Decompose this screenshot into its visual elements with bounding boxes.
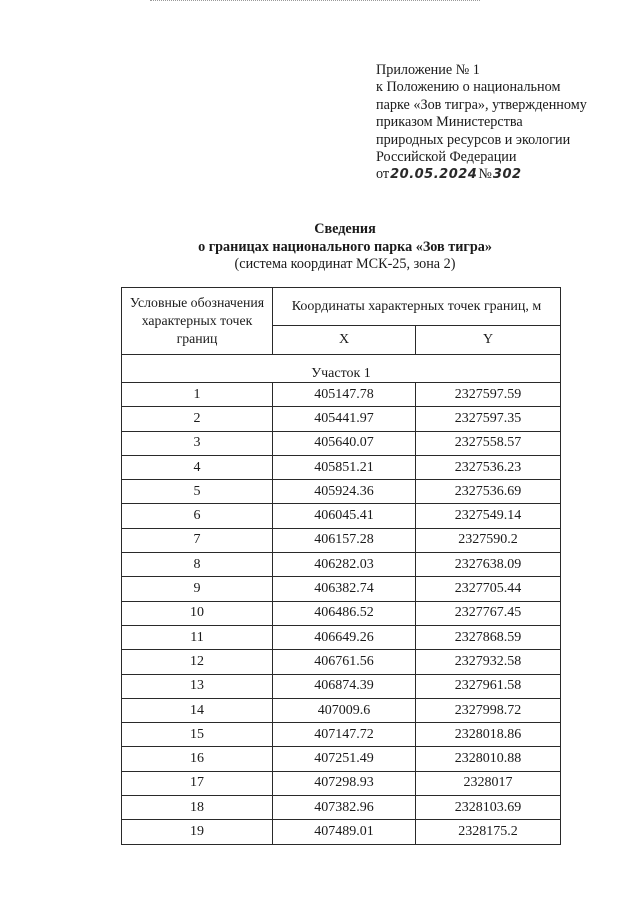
point-number-cell: 6	[122, 504, 273, 528]
date-prefix: от	[376, 166, 390, 183]
x-coordinate-cell: 406874.39	[273, 674, 416, 698]
x-coordinate-cell: 407147.72	[273, 723, 416, 747]
point-number-cell: 2	[122, 407, 273, 431]
x-coordinate-cell: 405924.36	[273, 480, 416, 504]
table-row	[122, 383, 561, 407]
table-row	[122, 504, 561, 528]
x-coordinate-cell: 407489.01	[273, 820, 416, 844]
appendix-line: приказом Министерства	[376, 114, 523, 131]
y-coordinate-cell: 2328018.86	[416, 723, 561, 747]
table-row	[122, 820, 561, 844]
y-coordinate-cell: 2327549.14	[416, 504, 561, 528]
x-coordinate-cell: 406761.56	[273, 650, 416, 674]
table-row	[122, 553, 561, 577]
order-date-line	[376, 166, 626, 183]
y-coordinate-cell: 2327590.2	[416, 528, 561, 552]
x-column-header: X	[273, 326, 416, 355]
coordinates-group-header: Координаты характерных точек границ, м	[273, 288, 561, 326]
x-coordinate-cell: 406382.74	[273, 577, 416, 601]
table-row	[122, 601, 561, 625]
title-line-1: Сведения	[314, 221, 376, 237]
x-coordinate-cell: 407009.6	[273, 698, 416, 722]
coordinates-table	[121, 287, 561, 845]
y-coordinate-cell: 2327767.45	[416, 601, 561, 625]
table-row	[122, 674, 561, 698]
handwritten-number: 302	[492, 167, 522, 183]
point-number-cell: 14	[122, 698, 273, 722]
point-number-cell: 12	[122, 650, 273, 674]
table-row	[122, 650, 561, 674]
section-header: Участок 1	[122, 355, 561, 383]
x-coordinate-cell: 407382.96	[273, 796, 416, 820]
table-row	[122, 625, 561, 649]
table-row	[122, 407, 561, 431]
appendix-header	[376, 62, 626, 184]
title-line-2: о границах национального парка «Зов тигра»	[198, 238, 492, 255]
point-number-cell: 16	[122, 747, 273, 771]
table-row	[122, 698, 561, 722]
appendix-line: парке «Зов тигра», утвержденному	[376, 96, 587, 113]
point-number-cell: 7	[122, 528, 273, 552]
x-coordinate-cell: 406045.41	[273, 504, 416, 528]
point-number-cell: 18	[122, 796, 273, 820]
table-row	[122, 796, 561, 820]
x-coordinate-cell: 406649.26	[273, 625, 416, 649]
point-number-cell: 8	[122, 553, 273, 577]
point-number-cell: 17	[122, 771, 273, 795]
title-line-3: (система координат МСК-25, зона 2)	[234, 256, 456, 272]
table-row	[122, 577, 561, 601]
appendix-line: Российской Федерации	[376, 149, 517, 166]
table-row	[122, 771, 561, 795]
point-number-cell: 19	[122, 820, 273, 844]
x-coordinate-cell: 406486.52	[273, 601, 416, 625]
table-row	[122, 528, 561, 552]
x-coordinate-cell: 405640.07	[273, 431, 416, 455]
table-row	[122, 723, 561, 747]
scan-edge-artifact	[150, 0, 480, 4]
y-coordinate-cell: 2328010.88	[416, 747, 561, 771]
point-number-cell: 13	[122, 674, 273, 698]
y-coordinate-cell: 2327961.58	[416, 674, 561, 698]
y-coordinate-cell: 2327536.69	[416, 480, 561, 504]
y-coordinate-cell: 2327597.35	[416, 407, 561, 431]
point-number-cell: 3	[122, 431, 273, 455]
y-column-header: Y	[416, 326, 561, 355]
y-coordinate-cell: 2327932.58	[416, 650, 561, 674]
x-coordinate-cell: 406157.28	[273, 528, 416, 552]
y-coordinate-cell: 2328175.2	[416, 820, 561, 844]
x-coordinate-cell: 407251.49	[273, 747, 416, 771]
y-coordinate-cell: 2327705.44	[416, 577, 561, 601]
point-number-cell: 5	[122, 480, 273, 504]
appendix-line: природных ресурсов и экологии	[376, 131, 571, 148]
x-coordinate-cell: 407298.93	[273, 771, 416, 795]
x-coordinate-cell: 405147.78	[273, 383, 416, 407]
y-coordinate-cell: 2327998.72	[416, 698, 561, 722]
appendix-line: Приложение № 1	[376, 62, 480, 78]
table-row	[122, 431, 561, 455]
x-coordinate-cell: 406282.03	[273, 553, 416, 577]
table-row	[122, 455, 561, 479]
x-coordinate-cell: 405441.97	[273, 407, 416, 431]
y-coordinate-cell: 2328017	[416, 771, 561, 795]
y-coordinate-cell: 2328103.69	[416, 796, 561, 820]
table-row	[122, 747, 561, 771]
appendix-line: к Положению о национальном	[376, 79, 561, 96]
point-number-cell: 4	[122, 455, 273, 479]
point-number-cell: 1	[122, 383, 273, 407]
y-coordinate-cell: 2327536.23	[416, 455, 561, 479]
point-number-cell: 15	[122, 723, 273, 747]
point-number-cell: 10	[122, 601, 273, 625]
y-coordinate-cell: 2327597.59	[416, 383, 561, 407]
document-title	[120, 221, 570, 274]
x-coordinate-cell: 405851.21	[273, 455, 416, 479]
y-coordinate-cell: 2327638.09	[416, 553, 561, 577]
y-coordinate-cell: 2327868.59	[416, 625, 561, 649]
table-row	[122, 480, 561, 504]
handwritten-date: 20.05.2024	[390, 167, 478, 183]
y-coordinate-cell: 2327558.57	[416, 431, 561, 455]
number-prefix: №	[478, 166, 492, 183]
point-number-cell: 11	[122, 625, 273, 649]
point-number-cell: 9	[122, 577, 273, 601]
points-column-header: Условные обозначения характерных точек границ	[122, 288, 273, 355]
